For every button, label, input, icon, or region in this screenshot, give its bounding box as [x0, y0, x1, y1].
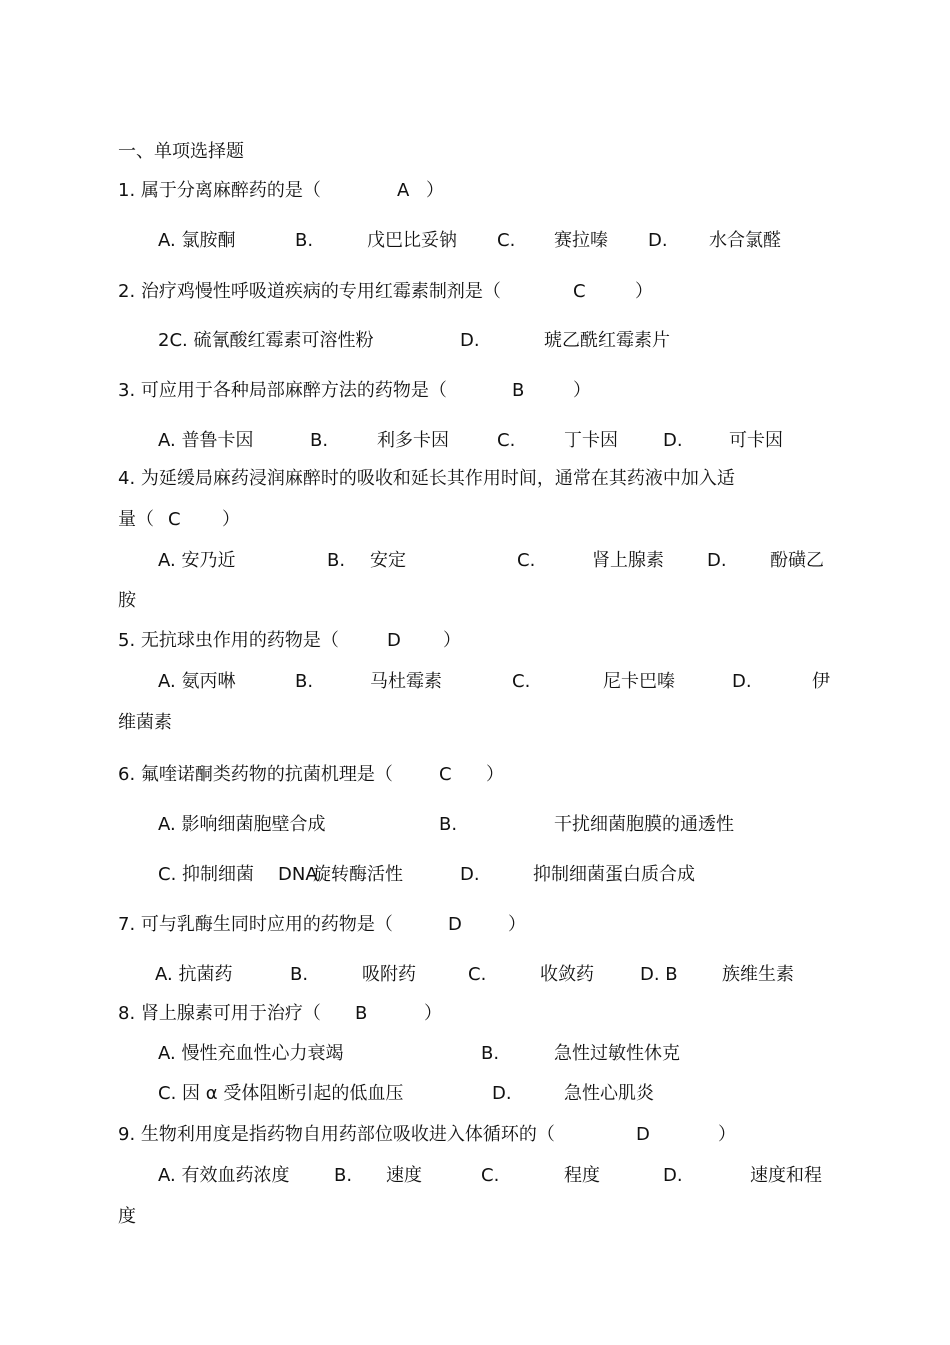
q6-option-d-label: D. [460, 864, 480, 885]
q7-option-c-text: 收敛药 [540, 964, 594, 985]
q1-answer: A [397, 180, 410, 201]
q3-option-c-text: 丁卡因 [564, 430, 618, 451]
q7-option-d-label: D. B [640, 964, 678, 985]
q6-option-b-text: 干扰细菌胞膜的通透性 [554, 814, 734, 835]
q5-stem: 5. 无抗球虫作用的药物是（ [118, 630, 339, 651]
q4-answer: C [168, 509, 181, 530]
q9-stem: 9. 生物利用度是指药物自用药部位吸收进入体循环的（ [118, 1124, 555, 1145]
q8-answer: B [355, 1003, 368, 1024]
q9-option-c-text: 程度 [564, 1165, 600, 1186]
q5-option-d-text-line2: 维菌素 [118, 712, 172, 733]
q5-option-c-text: 尼卡巴嗪 [603, 671, 675, 692]
q8-stem: 8. 肾上腺素可用于治疗（ [118, 1003, 321, 1024]
q1-option-d-label: D. [648, 230, 668, 251]
q4-stem-line1: 4. 为延缓局麻药浸润麻醉时的吸收和延长其作用时间，通常在其药液中加入适 [118, 468, 735, 489]
q4-close: ） [222, 509, 240, 530]
q5-option-b-label: B. [295, 671, 314, 692]
q1-stem: 1. 属于分离麻醉药的是（ [118, 180, 321, 201]
q5-option-d-text-line1: 伊 [812, 671, 830, 692]
q7-answer: D [448, 914, 462, 935]
q9-answer: D [636, 1124, 650, 1145]
q9-option-d-label: D. [663, 1165, 683, 1186]
q7-stem: 7. 可与乳酶生同时应用的药物是（ [118, 914, 393, 935]
section-title: 一、单项选择题 [118, 141, 244, 162]
q7-option-b-label: B. [290, 964, 309, 985]
q1-option-c-label: C. [497, 230, 516, 251]
q3-stem: 3. 可应用于各种局部麻醉方法的药物是（ [118, 380, 447, 401]
q9-option-d-text-line1: 速度和程 [750, 1165, 822, 1186]
q4-option-d-text-line1: 酚磺乙 [770, 550, 824, 571]
q6-stem: 6. 氟喹诺酮类药物的抗菌机理是（ [118, 764, 393, 785]
q4-option-b-label: B. [327, 550, 346, 571]
q1-option-d-text: 水合氯醛 [709, 230, 781, 251]
q2-answer: C [573, 281, 586, 302]
q2-option-d-label: D. [460, 330, 480, 351]
q4-option-d-label: D. [707, 550, 727, 571]
q3-option-c-label: C. [497, 430, 516, 451]
q9-option-d-text-line2: 度 [118, 1206, 136, 1227]
q7-option-c-label: C. [468, 964, 487, 985]
q6-option-c-suffix: 旋转酶活性 [313, 864, 403, 885]
q4-option-c-text: 肾上腺素 [592, 550, 664, 571]
q6-option-a: A. 影响细菌胞壁合成 [158, 814, 326, 835]
q7-option-a: A. 抗菌药 [155, 964, 233, 985]
q8-option-a: A. 慢性充血性心力衰竭 [158, 1043, 344, 1064]
q5-option-c-label: C. [512, 671, 531, 692]
q5-option-d-label: D. [732, 671, 752, 692]
q1-close: ） [426, 180, 444, 201]
q3-option-a: A. 普鲁卡因 [158, 430, 254, 451]
q5-option-b-text: 马杜霉素 [370, 671, 442, 692]
q8-option-d-text: 急性心肌炎 [564, 1083, 654, 1104]
q5-option-a: A. 氨丙啉 [158, 671, 236, 692]
q8-option-c: C. 因 α 受体阻断引起的低血压 [158, 1083, 404, 1104]
q5-close: ） [443, 630, 461, 651]
q4-stem-line2: 量（ [118, 509, 154, 530]
q8-close: ） [424, 1003, 442, 1024]
q6-option-b-label: B. [439, 814, 458, 835]
q6-close: ） [486, 764, 504, 785]
q9-option-c-label: C. [481, 1165, 500, 1186]
q3-close: ） [573, 380, 591, 401]
q7-close: ） [508, 914, 526, 935]
q3-option-d-label: D. [663, 430, 683, 451]
q5-answer: D [387, 630, 401, 651]
q2-close: ） [635, 281, 653, 302]
q1-option-b-text: 戊巴比妥钠 [367, 230, 457, 251]
q3-option-d-text: 可卡因 [729, 430, 783, 451]
q6-answer: C [439, 764, 452, 785]
q6-option-c-prefix: C. 抑制细菌 [158, 864, 255, 885]
q6-option-c-dna: DNA [278, 864, 318, 885]
q3-answer: B [512, 380, 525, 401]
q3-option-b-text: 利多卡因 [377, 430, 449, 451]
q7-option-d-text: 族维生素 [722, 964, 794, 985]
q2-stem: 2. 治疗鸡慢性呼吸道疾病的专用红霉素制剂是（ [118, 281, 501, 302]
q1-option-c-text: 赛拉嗪 [554, 230, 608, 251]
q9-close: ） [718, 1124, 736, 1145]
q8-option-b-text: 急性过敏性休克 [554, 1043, 680, 1064]
q3-option-b-label: B. [310, 430, 329, 451]
q4-option-b-text: 安定 [370, 550, 406, 571]
q9-option-b-text: 速度 [386, 1165, 422, 1186]
q1-option-b-label: B. [295, 230, 314, 251]
q4-option-d-text-line2: 胺 [118, 590, 136, 611]
q6-option-d-text: 抑制细菌蛋白质合成 [533, 864, 695, 885]
q9-option-a: A. 有效血药浓度 [158, 1165, 290, 1186]
q8-option-b-label: B. [481, 1043, 500, 1064]
q2-option-c: 2C. 硫氰酸红霉素可溶性粉 [158, 330, 374, 351]
q9-option-b-label: B. [334, 1165, 353, 1186]
q2-option-d-text: 琥乙酰红霉素片 [544, 330, 670, 351]
q7-option-b-text: 吸附药 [362, 964, 416, 985]
q4-option-a: A. 安乃近 [158, 550, 236, 571]
q8-option-d-label: D. [492, 1083, 512, 1104]
q4-option-c-label: C. [517, 550, 536, 571]
q1-option-a: A. 氯胺酮 [158, 230, 236, 251]
